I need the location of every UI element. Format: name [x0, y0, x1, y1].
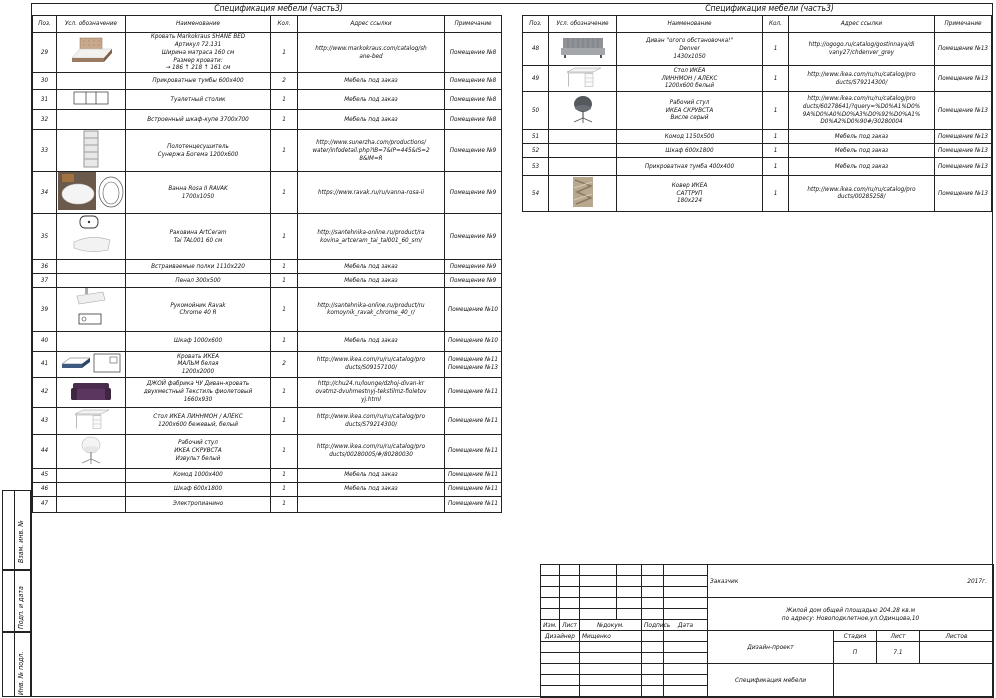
url-cell: Мебель под заказ [789, 158, 935, 176]
note-cell: Помещение №9 [445, 274, 502, 288]
spec-table-right [522, 15, 992, 212]
name-cell: Комод 1150х500 [617, 130, 763, 144]
url-cell: http://www.ikea.com/ru/ru/catalog/pro ducts/S09157100/ [298, 351, 445, 377]
name-cell: Диван "огого обстановочка!" Denver 1430х1050 [617, 33, 763, 66]
qty-cell: 1 [763, 144, 789, 158]
towel-thumbnail [81, 130, 101, 171]
note-cell: Помещение №13 [935, 66, 992, 92]
pos-cell: 34 [33, 172, 57, 214]
name-cell: Шкаф 600х1800 [126, 482, 271, 496]
name-cell: Ковер ИКЕА САТТРУП 180х224 [617, 176, 763, 212]
qty-cell: 1 [271, 377, 298, 407]
note-cell: Помещение №13 [935, 130, 992, 144]
symbol-cell [57, 331, 126, 351]
note-cell: Помещение №8 [445, 73, 502, 90]
pos-cell: 52 [523, 144, 549, 158]
note-cell: Помещение №8 [445, 33, 502, 73]
pos-cell: 51 [523, 130, 549, 144]
qty-cell: 1 [763, 33, 789, 66]
note-cell: Помещение №11 [445, 377, 502, 407]
pos-cell: 40 [33, 331, 57, 351]
name-cell: Рукомойник Ravak Chrome 40 R [126, 288, 271, 332]
name-cell: Встроенный шкаф-купе 3700х700 [126, 110, 271, 130]
qty-cell: 1 [763, 176, 789, 212]
pos-cell: 32 [33, 110, 57, 130]
col-pos: Поз. [33, 16, 57, 33]
table-row [33, 172, 502, 214]
pos-cell: 48 [523, 33, 549, 66]
symbol-cell [549, 92, 617, 130]
col-name: Наименование [126, 16, 271, 33]
stage-header: Стадия [834, 631, 877, 642]
qty-cell: 1 [271, 274, 298, 288]
symbol-cell [57, 260, 126, 274]
symbol-cell [57, 351, 126, 377]
note-cell: Помещение №13 [935, 92, 992, 130]
pos-cell: 29 [33, 33, 57, 73]
sofag-thumbnail [560, 36, 606, 63]
qty-cell: 1 [271, 496, 298, 512]
symbol-cell [57, 288, 126, 332]
pos-cell: 31 [33, 90, 57, 110]
table-row [33, 130, 502, 172]
name-cell: Комод 1000х400 [126, 468, 271, 482]
qty-cell: 1 [763, 92, 789, 130]
title-block [540, 564, 994, 698]
side-cell-inv [14, 632, 31, 697]
note-cell: Помещение №13 [935, 144, 992, 158]
table-row [33, 331, 502, 351]
table-row [33, 351, 502, 377]
name-cell: Туалетный столик [126, 90, 271, 110]
col-list: Лист [560, 620, 580, 631]
url-cell: Мебель под заказ [298, 331, 445, 351]
pos-cell: 39 [33, 288, 57, 332]
side-inv-label: Инв. № подл. [17, 651, 25, 695]
pos-cell: 53 [523, 158, 549, 176]
chairg-thumbnail [569, 94, 597, 127]
symbol-cell [57, 130, 126, 172]
name-cell: ДЖОЙ фабрика ЧУ Диван-кровать двухместный Текстиль фиолетовый 1660х930 [126, 377, 271, 407]
malm-thumbnail [60, 352, 122, 377]
side-cell-podp [14, 570, 31, 632]
bath-thumbnail [58, 172, 126, 213]
qty-cell: 1 [271, 260, 298, 274]
bed-thumbnail [66, 36, 116, 69]
table-row [33, 33, 502, 73]
symbol-cell [57, 110, 126, 130]
side-cell-vzam [14, 490, 31, 570]
note-cell: Помещение №13 [935, 158, 992, 176]
sheets-header: Листов [920, 631, 994, 642]
sheet-header: Лист [877, 631, 920, 642]
note-cell: Помещение №8 [445, 110, 502, 130]
url-cell: http://santehnika-online.ru/product/ra kovina_artceram_tai_tal001_60_sm/ [298, 214, 445, 260]
table-row [523, 144, 992, 158]
col-qty: Кол. [271, 16, 298, 33]
symbol-cell [57, 377, 126, 407]
name-cell: Ванна Rosa II RAVAK 1700х1050 [126, 172, 271, 214]
symbol-cell [57, 482, 126, 496]
name-cell: Рабочий стул ИКЕА СКРУВСТА Висле серый [617, 92, 763, 130]
qty-cell: 2 [271, 73, 298, 90]
qty-cell: 1 [271, 214, 298, 260]
name-cell: Рабочий стул ИКЕА СКРУВСТА Извульт белый [126, 434, 271, 468]
note-cell: Помещение №9 [445, 172, 502, 214]
table-row [523, 158, 992, 176]
url-cell: http://www.ikea.com/ru/ru/catalog/pro ducts/S79214300/ [789, 66, 935, 92]
pos-cell: 33 [33, 130, 57, 172]
note-cell: Помещение №9 [445, 214, 502, 260]
symbol-cell [57, 407, 126, 434]
symbol-cell [57, 73, 126, 90]
pos-cell: 43 [33, 407, 57, 434]
object-cell: Жилой дом общей площадью 204.28 кв.м по адресу: Новоподклетное,ул.Одинцова,10 [708, 598, 994, 631]
name-cell: Кровать ИКЕА МАЛЬМ белая 1200х2000 [126, 351, 271, 377]
sofa-thumbnail [70, 380, 112, 405]
qty-cell: 1 [271, 33, 298, 73]
name-cell: Стол ИКЕА ЛИННМОН / АЛЕКС 1200х600 белый [617, 66, 763, 92]
symbol-cell [57, 434, 126, 468]
table-row [33, 274, 502, 288]
symbol-cell [57, 214, 126, 260]
url-cell: Мебель под заказ [298, 482, 445, 496]
side-cell-vzam-value [2, 490, 15, 570]
symbol-cell [57, 468, 126, 482]
chairw-thumbnail [77, 435, 105, 468]
pos-cell: 47 [33, 496, 57, 512]
url-cell: Мебель под заказ [298, 73, 445, 90]
side-cell-inv-value [2, 632, 15, 697]
pos-cell: 54 [523, 176, 549, 212]
table-row [33, 90, 502, 110]
qty-cell: 1 [271, 130, 298, 172]
col-doc: №докум. [580, 620, 642, 631]
qty-cell: 1 [763, 130, 789, 144]
url-cell: Мебель под заказ [298, 90, 445, 110]
qty-cell: 1 [763, 158, 789, 176]
col-symbol: Усл. обозначение [549, 16, 617, 33]
symbol-cell [57, 496, 126, 512]
col-sign: Подпись [642, 620, 664, 631]
table-row [33, 407, 502, 434]
note-cell: Помещение №11 [445, 407, 502, 434]
symbol-cell [549, 176, 617, 212]
qty-cell: 1 [271, 90, 298, 110]
symbol-cell [57, 33, 126, 73]
name-cell: Прикроватная тумба 400х400 [617, 158, 763, 176]
note-cell: Помещение №11 [445, 468, 502, 482]
url-cell: http://ogogo.ru/catalog/gostinnaya/di vany27/chdenver_grey [789, 33, 935, 66]
col-date: Дата [664, 620, 708, 631]
qty-cell: 1 [271, 288, 298, 332]
url-cell: http://www.ikea.com/ru/ru/catalog/pro ducts/00280005/#/80280030 [298, 434, 445, 468]
name-cell: Пенал 300х500 [126, 274, 271, 288]
name-cell: Полотенцесушитель Сунержа Богема 1200х600 [126, 130, 271, 172]
table-row [523, 66, 992, 92]
table-row [33, 214, 502, 260]
qty-cell: 1 [271, 434, 298, 468]
name-cell: Шкаф 600х1800 [617, 144, 763, 158]
table-row [523, 130, 992, 144]
url-cell: http://www.ikea.com/ru/ru/catalog/pro ducts/00285258/ [789, 176, 935, 212]
qty-cell: 1 [271, 110, 298, 130]
table-row [523, 33, 992, 66]
col-note: Примечание [935, 16, 992, 33]
symbol-cell [57, 274, 126, 288]
table-row [33, 496, 502, 512]
url-cell: http://www.ikea.com/ru/ru/catalog/pro ducts/60278641/?query=%D0%A1%D0% 9A%D0%A0%D0%A3%D0%92%D0%A1% D0%A2%D0%90#/30280004 [789, 92, 935, 130]
pos-cell: 35 [33, 214, 57, 260]
url-cell: Мебель под заказ [298, 260, 445, 274]
pos-cell: 45 [33, 468, 57, 482]
table-row [33, 73, 502, 90]
name-cell: Прикроватные тумбы 600х400 [126, 73, 271, 90]
qty-cell: 1 [271, 482, 298, 496]
rug-thumbnail [572, 176, 594, 211]
note-cell: Помещение №11 [445, 496, 502, 512]
sheets-value [920, 642, 994, 664]
col-note: Примечание [445, 16, 502, 33]
url-cell: Мебель под заказ [298, 274, 445, 288]
pos-cell: 44 [33, 434, 57, 468]
role: Дизайнер [541, 631, 580, 642]
left-table-title: Спецификация мебели (часть3) [214, 4, 343, 14]
desk-thumbnail [563, 66, 603, 91]
url-cell: Мебель под заказ [298, 468, 445, 482]
url-cell [298, 496, 445, 512]
qty-cell: 2 [271, 351, 298, 377]
name-cell: Раковина ArtCeram Tai TAL001 60 см [126, 214, 271, 260]
symbol-cell [549, 158, 617, 176]
name-cell: Кровать Markokraus SHANE BED Артикул 72.131 Ширина матраса 160 см Размер кровати: → 186 ↑ 218 ↑ 161 см [126, 33, 271, 73]
sheet-value: 7.1 [877, 642, 920, 664]
url-cell: http://www.ikea.com/ru/ru/catalog/pro ducts/S79214300/ [298, 407, 445, 434]
note-cell: Помещение №11 Помещение №13 [445, 351, 502, 377]
note-cell: Помещение №8 [445, 90, 502, 110]
table-row [33, 377, 502, 407]
table-row [523, 176, 992, 212]
symbol-cell [57, 90, 126, 110]
pos-cell: 36 [33, 260, 57, 274]
table-row [33, 482, 502, 496]
table-row [33, 260, 502, 274]
note-cell: Помещение №13 [935, 33, 992, 66]
side-vzam-label: Взам. инв. № [17, 520, 25, 563]
pos-cell: 42 [33, 377, 57, 407]
col-symbol: Усл. обозначение [57, 16, 126, 33]
year: 2017г. [967, 576, 988, 585]
url-cell: http://santehnika-online.ru/product/ru komoynik_ravak_chrome_40_r/ [298, 288, 445, 332]
col-name: Наименование [617, 16, 763, 33]
col-izm: Изм. [541, 620, 560, 631]
symbol-cell [549, 130, 617, 144]
name-cell: Электропианино [126, 496, 271, 512]
pos-cell: 50 [523, 92, 549, 130]
customer-cell [708, 565, 994, 598]
doc-title: Спецификация мебели [708, 664, 834, 698]
symbol-cell [549, 144, 617, 158]
url-cell: Мебель под заказ [789, 144, 935, 158]
table-row [33, 468, 502, 482]
note-cell: Помещение №11 [445, 482, 502, 496]
qty-cell: 1 [271, 172, 298, 214]
name-cell: Встраиваемые полки 1110х220 [126, 260, 271, 274]
stage-value: П [834, 642, 877, 664]
col-qty: Кол. [763, 16, 789, 33]
name-cell: Шкаф 1000х600 [126, 331, 271, 351]
url-cell: http://www.sunerzha.com/productions/ water/infodetail.php?IB=7&IP=445&IS=2 8&IM=R [298, 130, 445, 172]
customer-label: Заказчик [710, 576, 739, 585]
right-table-title: Спецификация мебели (часть3) [705, 4, 834, 14]
qty-cell: 1 [763, 66, 789, 92]
pos-cell: 37 [33, 274, 57, 288]
col-pos: Поз. [523, 16, 549, 33]
sink-thumbnail [66, 214, 116, 259]
note-cell: Помещение №10 [445, 331, 502, 351]
name-cell: Стол ИКЕА ЛИННМОН / АЛЕКС 1200х600 бежевый, белый [126, 407, 271, 434]
pos-cell: 49 [523, 66, 549, 92]
symbol-cell [549, 66, 617, 92]
url-cell: Мебель под заказ [298, 110, 445, 130]
note-cell: Помещение №11 [445, 434, 502, 468]
basin-thumbnail [73, 288, 109, 331]
url-cell: Мебель под заказ [789, 130, 935, 144]
vanity-thumbnail [73, 90, 109, 109]
project-cell: Дизайн-проект [708, 631, 834, 664]
pos-cell: 46 [33, 482, 57, 496]
pos-cell: 41 [33, 351, 57, 377]
note-cell: Помещение №13 [935, 176, 992, 212]
table-row [33, 434, 502, 468]
table-row [33, 110, 502, 130]
url-cell: https://www.ravak.ru/ru/vanna-rosa-ii [298, 172, 445, 214]
table-row [523, 92, 992, 130]
symbol-cell [549, 33, 617, 66]
url-cell: http://www.markokraus.com/catalog/sh ane-bed [298, 33, 445, 73]
spec-table-left [32, 15, 502, 513]
col-url: Адрес ссылки [298, 16, 445, 33]
qty-cell: 1 [271, 331, 298, 351]
note-cell: Помещение №9 [445, 260, 502, 274]
person: Мищенко [580, 631, 642, 642]
col-url: Адрес ссылки [789, 16, 935, 33]
qty-cell: 1 [271, 407, 298, 434]
symbol-cell [57, 172, 126, 214]
pos-cell: 30 [33, 73, 57, 90]
qty-cell: 1 [271, 468, 298, 482]
note-cell: Помещение №9 [445, 130, 502, 172]
url-cell: http://chu24.ru/lounge/dzhoj-divan-kr ovatmz-dvuhmestnyj-tekstilmz-fioletov yj.html [298, 377, 445, 407]
table-row [33, 288, 502, 332]
desk-thumbnail [71, 408, 111, 433]
side-podp-label: Подп. и дата [17, 586, 25, 629]
note-cell: Помещение №10 [445, 288, 502, 332]
side-cell-podp-value [2, 570, 15, 632]
